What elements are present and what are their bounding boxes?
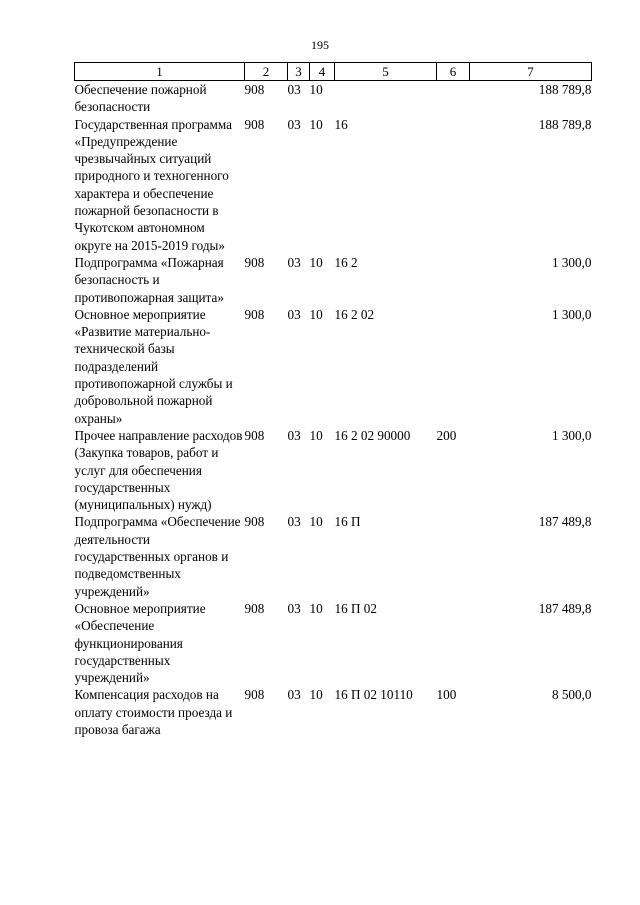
budget-table [74,62,592,738]
row-name: Компенсация расходов на оплату стоимости проезда и провоза багажа [74,687,233,737]
row-name: Прочее направление расходов (Закупка товаров, работ и услуг для обеспечения государственных (муниципальных) нужд) [74,427,243,513]
row-expense-type [437,600,470,686]
row-subsection-code: 10 [309,82,323,97]
row-amount: 1 300,0 [551,254,592,270]
row-subsection-code: 10 [309,687,323,703]
column-header-6: 6 [437,63,470,81]
row-ministry-code: 908 [244,687,265,703]
row-target-code [335,81,437,116]
column-header-1: 1 [75,63,245,81]
row-expense-type: 200 [436,427,457,443]
column-header-7: 7 [470,63,592,81]
row-subsection-code: 10 [309,116,323,132]
row-amount: 1 300,0 [551,306,592,322]
column-header-3: 3 [288,63,310,81]
row-section-code: 03 [287,514,301,530]
row-amount: 188 789,8 [538,116,592,132]
row-amount: 187 489,8 [538,600,592,616]
row-amount: 187 489,8 [538,514,592,530]
row-ministry-code: 908 [244,116,265,132]
table-row [75,306,592,427]
table-row [75,686,592,738]
row-amount: 8 500,0 [551,687,592,703]
row-name: Основное мероприятие «Развитие материально-технической базы подразделений противопожарной службы и добровольной пожарной охраны» [74,306,233,426]
row-name: Обеспечение пожарной безопасности [74,82,207,115]
column-header-5: 5 [335,63,437,81]
page-number: 195 [311,38,329,52]
row-ministry-code: 908 [244,306,265,322]
row-section-code: 03 [287,82,301,97]
row-amount: 1 300,0 [551,427,592,443]
row-ministry-code: 908 [244,254,265,270]
row-target-code: 16 П [334,514,361,530]
table-row [75,513,592,599]
row-ministry-code: 908 [244,514,265,530]
table-row [75,116,592,254]
table-header [75,63,592,81]
row-name: Подпрограмма «Обеспечение деятельности государственных органов и подведомственных учреждений» [74,514,241,599]
row-expense-type [437,254,470,306]
row-target-code: 16 2 02 90000 [334,427,411,443]
row-expense-type [437,116,470,254]
row-subsection-code: 10 [309,600,323,616]
row-section-code: 03 [287,600,301,616]
column-header-4: 4 [310,63,335,81]
row-target-code: 16 П 02 10110 [334,687,413,703]
row-target-code: 16 П 02 [334,600,377,616]
row-subsection-code: 10 [309,427,323,443]
row-ministry-code: 908 [244,427,265,443]
row-ministry-code: 908 [244,82,265,97]
row-subsection-code: 10 [309,254,323,270]
row-name: Основное мероприятие «Обеспечение функционирования государственных учреждений» [74,600,206,686]
row-ministry-code: 908 [244,600,265,616]
row-name: Подпрограмма «Пожарная безопасность и противопожарная защита» [74,254,224,305]
row-subsection-code: 10 [309,514,323,530]
table-body [75,81,592,739]
column-header-2: 2 [245,63,288,81]
row-subsection-code: 10 [309,306,323,322]
table-row [75,254,592,306]
row-target-code: 16 2 02 [334,306,375,322]
row-expense-type: 100 [436,687,457,703]
row-section-code: 03 [287,306,301,322]
row-target-code: 16 [334,116,348,132]
row-section-code: 03 [287,427,301,443]
row-name: Государственная программа «Предупреждение чрезвычайных ситуаций природного и техногенного характера и обеспечение пожарной безопасности в Чукотском автономном округе на 2015-2019 годы» [74,116,232,253]
row-section-code: 03 [287,254,301,270]
row-expense-type [437,81,470,116]
row-section-code: 03 [287,687,301,703]
row-target-code: 16 2 [334,254,358,270]
row-expense-type [437,513,470,599]
row-amount: 188 789,8 [538,82,592,97]
row-expense-type [437,306,470,427]
header-row [75,63,592,81]
table-row [75,81,592,116]
row-section-code: 03 [287,116,301,132]
table-row [75,427,592,513]
table-row [75,600,592,686]
